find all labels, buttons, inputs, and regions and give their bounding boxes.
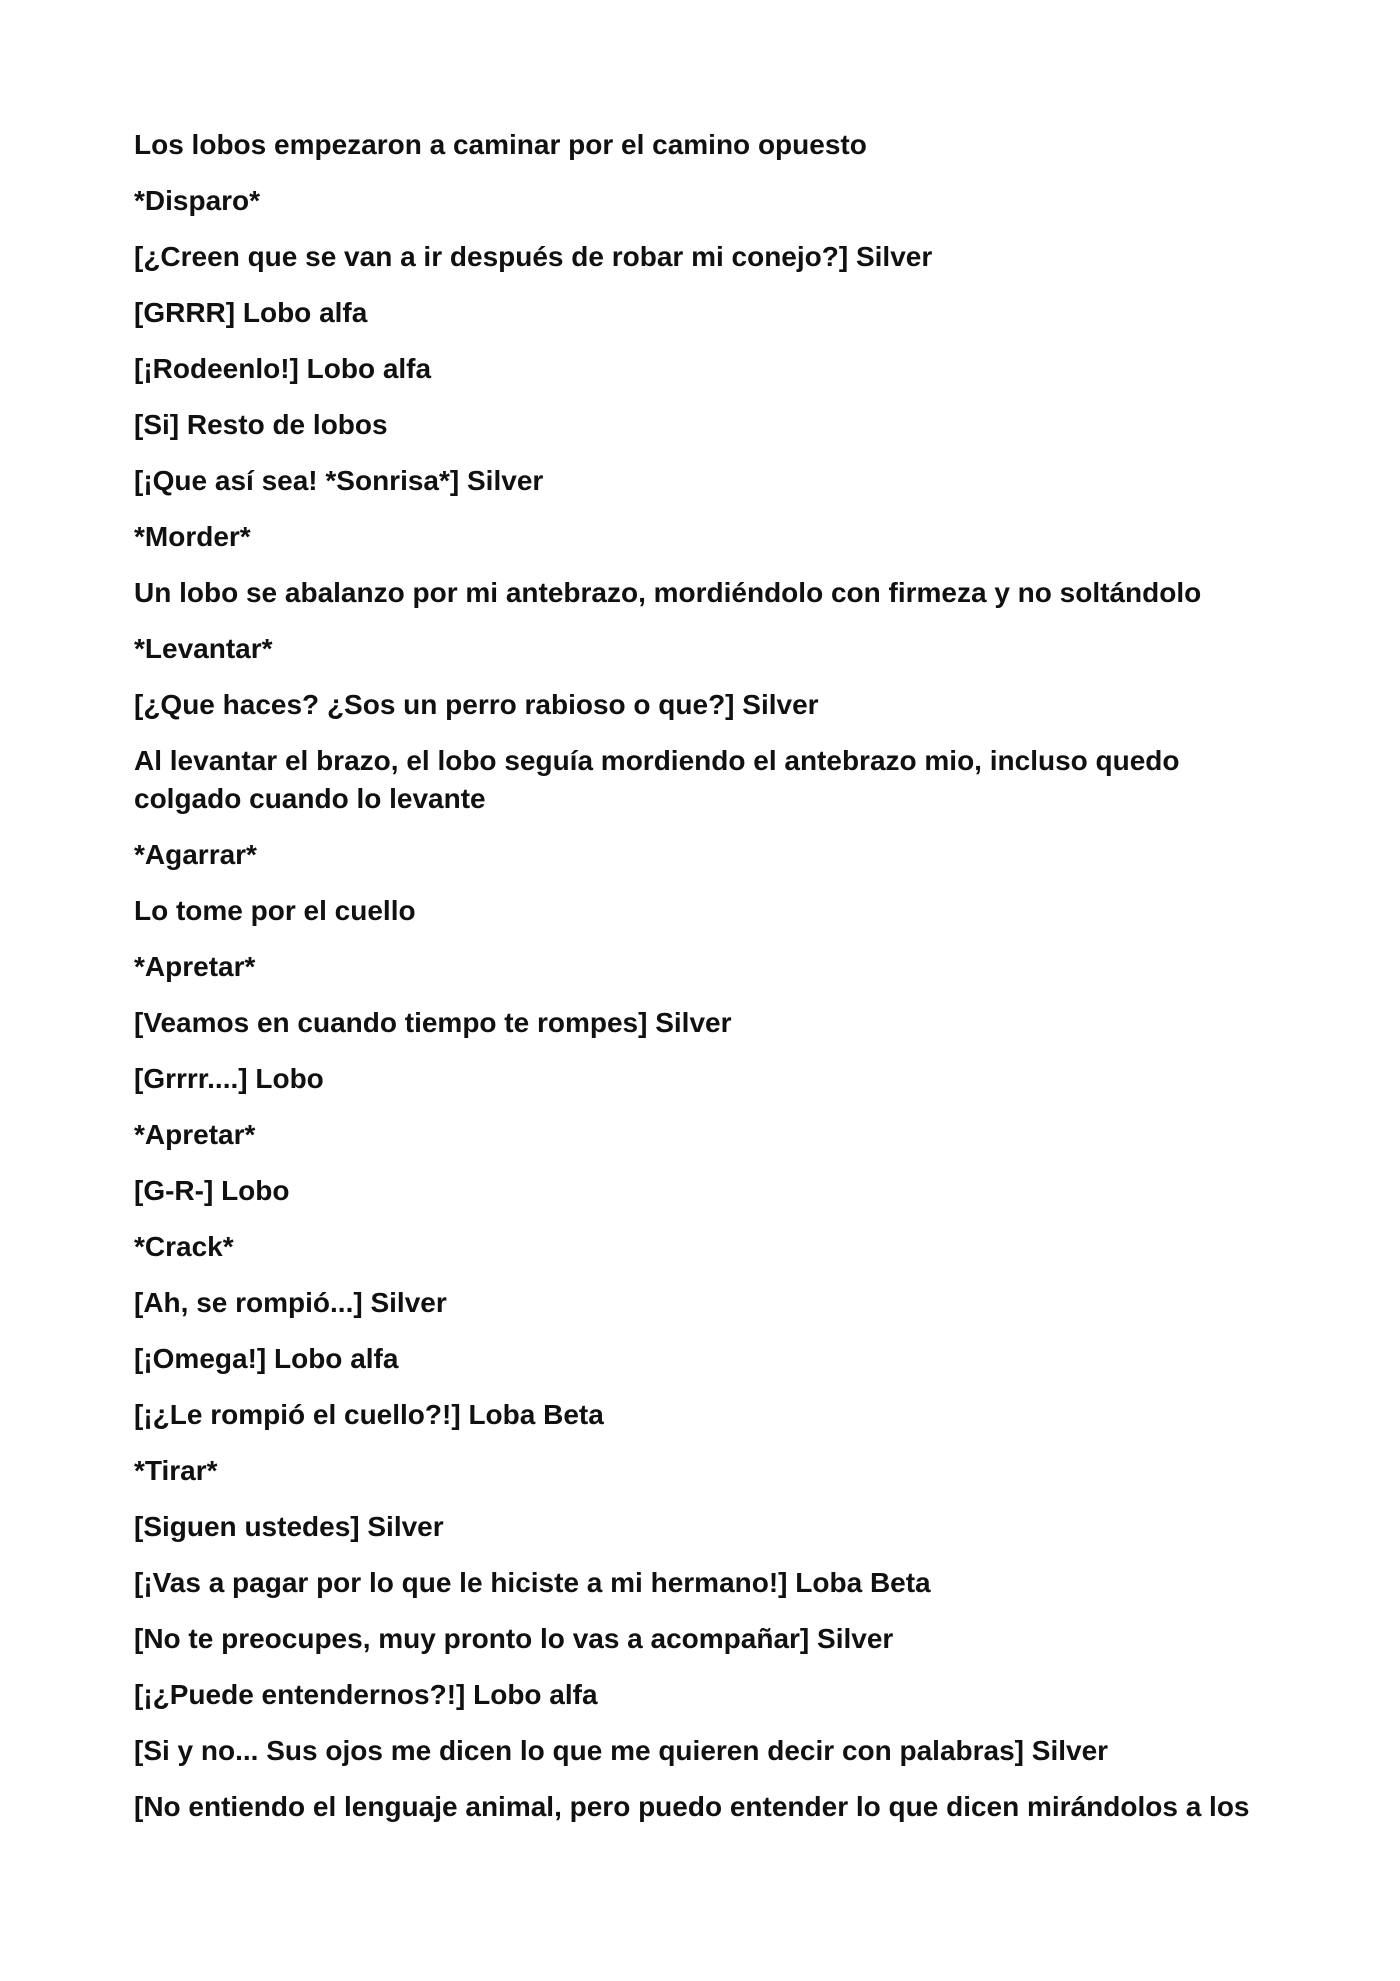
text-line: *Morder* xyxy=(134,521,251,552)
text-line: *Agarrar* xyxy=(134,839,257,870)
text-line: [Siguen ustedes] Silver xyxy=(134,1511,444,1542)
text-line: [¿Creen que se van a ir después de robar mi conejo?] Silver xyxy=(134,241,933,272)
text-line: *Crack* xyxy=(134,1231,234,1262)
text-line: Los lobos empezaron a caminar por el camino opuesto xyxy=(134,129,867,160)
text-line: Lo tome por el cuello xyxy=(134,895,416,926)
text-line: *Tirar* xyxy=(134,1455,218,1486)
text-line: [¡Omega!] Lobo alfa xyxy=(134,1343,399,1374)
text-line: [Ah, se rompió...] Silver xyxy=(134,1287,447,1318)
text-line: Un lobo se abalanzo por mi antebrazo, mordiéndolo con firmeza y no soltándolo xyxy=(134,577,1202,608)
text-line: [Si] Resto de lobos xyxy=(134,409,388,440)
text-line: Al levantar el brazo, el lobo seguía mordiendo el antebrazo mio, incluso quedo colgado cuando lo levante xyxy=(134,745,1180,814)
text-line: *Apretar* xyxy=(134,951,256,982)
text-line: [No entiendo el lenguaje animal, pero puedo entender lo que dicen mirándolos a los xyxy=(134,1791,1250,1822)
text-line: [¿Que haces? ¿Sos un perro rabioso o que?] Silver xyxy=(134,689,819,720)
text-line: [¡¿Puede entendernos?!] Lobo alfa xyxy=(134,1679,598,1710)
text-line: [Grrrr....] Lobo xyxy=(134,1063,324,1094)
text-line: [Veamos en cuando tiempo te rompes] Silver xyxy=(134,1007,732,1038)
text-line: [¡Que así sea! *Sonrisa*] Silver xyxy=(134,465,544,496)
text-line: [¡¿Le rompió el cuello?!] Loba Beta xyxy=(134,1399,604,1430)
text-line: *Levantar* xyxy=(134,633,273,664)
document-body xyxy=(134,126,1294,1844)
text-line: [¡Vas a pagar por lo que le hiciste a mi hermano!] Loba Beta xyxy=(134,1567,931,1598)
text-line: [GRRR] Lobo alfa xyxy=(134,297,368,328)
text-line: [Si y no... Sus ojos me dicen lo que me quieren decir con palabras] Silver xyxy=(134,1735,1109,1766)
text-line: [G-R-] Lobo xyxy=(134,1175,290,1206)
text-line: *Apretar* xyxy=(134,1119,256,1150)
text-line: *Disparo* xyxy=(134,185,261,216)
text-line: [No te preocupes, muy pronto lo vas a acompañar] Silver xyxy=(134,1623,894,1654)
text-line: [¡Rodeenlo!] Lobo alfa xyxy=(134,353,432,384)
